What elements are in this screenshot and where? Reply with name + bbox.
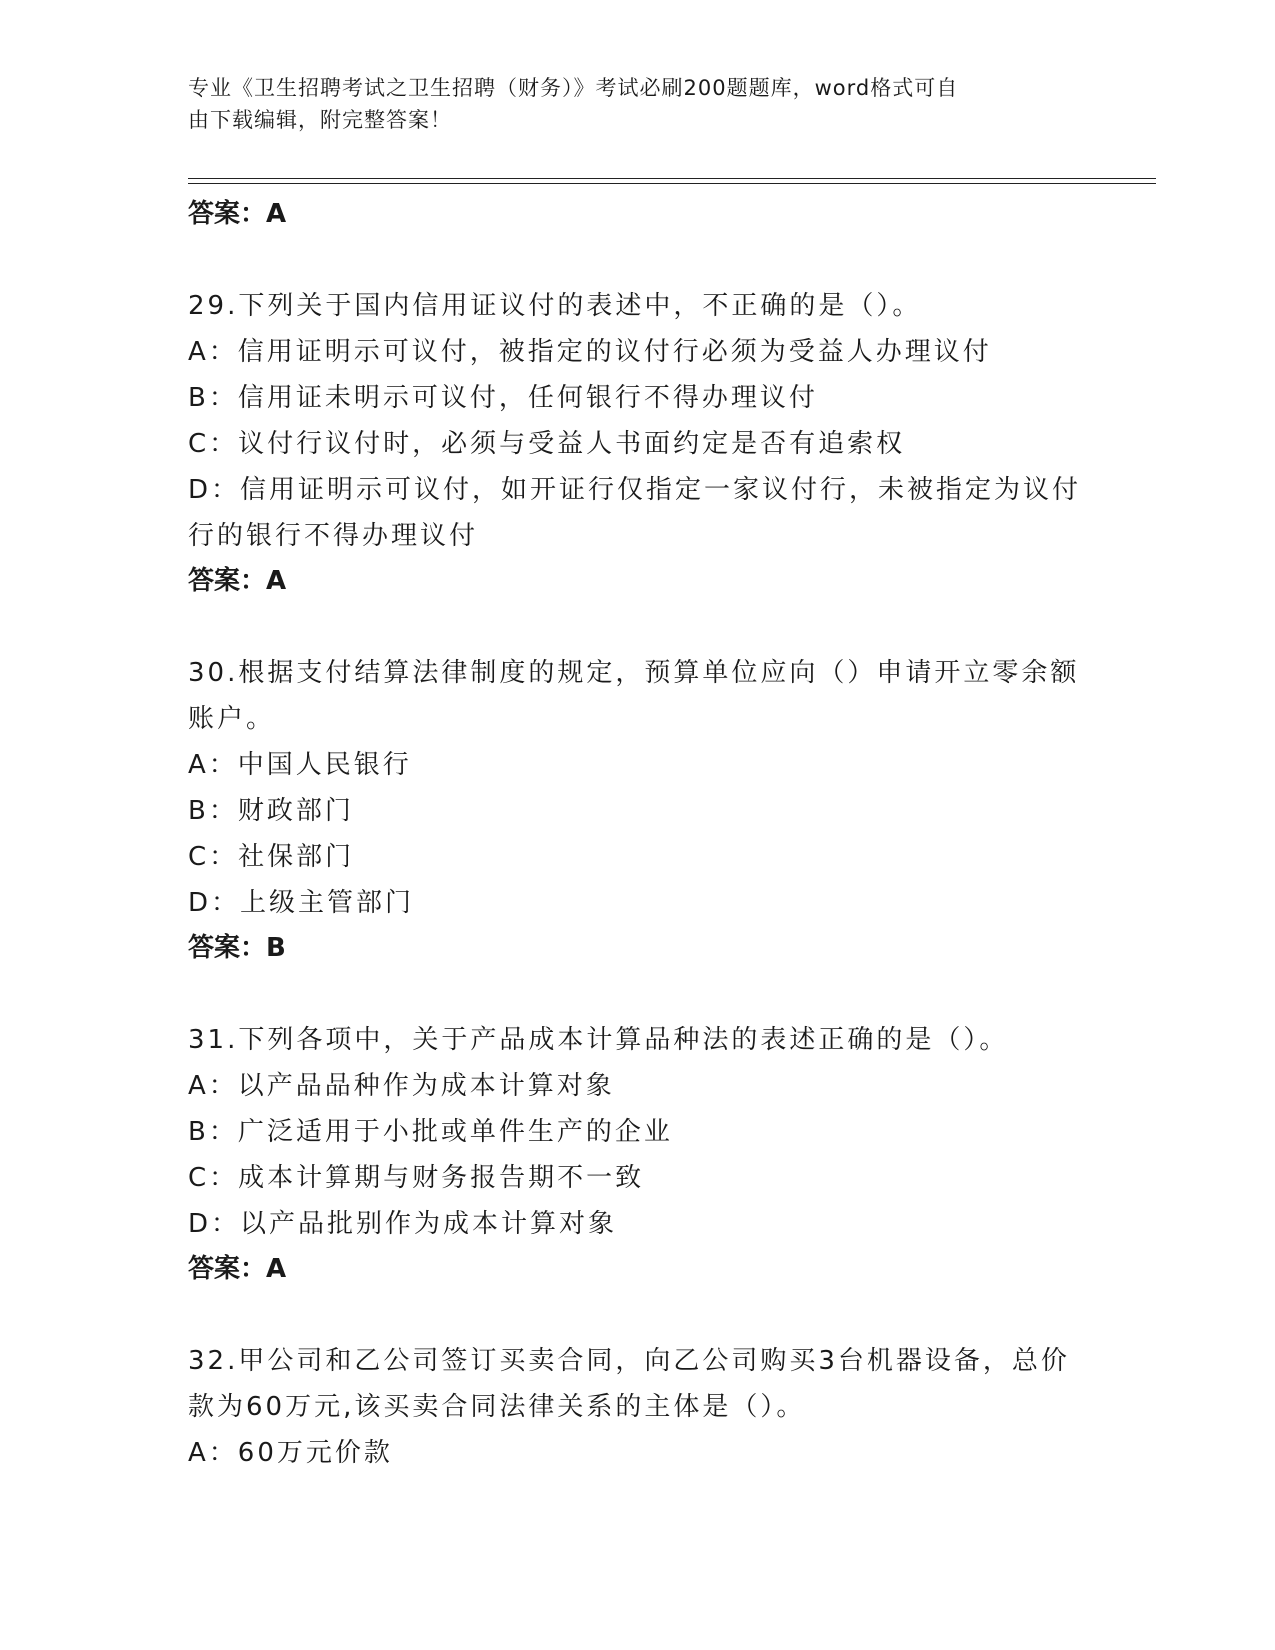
question-text: 29.下列关于国内信用证议付的表述中，不正确的是（）。	[188, 291, 922, 321]
question-text-continued: 款为60万元,该买卖合同法律关系的主体是（）。	[188, 1392, 806, 1422]
question-text: 32.甲公司和乙公司签订买卖合同，向乙公司购买3台机器设备，总价	[188, 1346, 1070, 1376]
option-c: C：成本计算期与财务报告期不一致	[188, 1163, 645, 1193]
option-d-continued: 行的银行不得办理议付	[188, 521, 479, 551]
answer-29: 答案：A	[188, 566, 287, 596]
header-divider-top	[188, 178, 1156, 179]
option-c: C：议付行议付时，必须与受益人书面约定是否有追索权	[188, 429, 906, 459]
option-d: D：信用证明示可议付，如开证行仅指定一家议付行，未被指定为议付	[188, 475, 1082, 505]
option-c: C：社保部门	[188, 842, 355, 872]
header-divider-bottom	[188, 183, 1156, 184]
answer-31: 答案：A	[188, 1254, 287, 1284]
option-a: A：以产品品种作为成本计算对象	[188, 1071, 615, 1101]
question-text-continued: 账户。	[188, 704, 276, 734]
answer-28: 答案：A	[188, 199, 287, 229]
question-30	[188, 650, 1088, 970]
option-d: D：上级主管部门	[188, 888, 415, 918]
header-line-2: 由下载编辑，附完整答案！	[188, 108, 452, 132]
question-31	[188, 1017, 1088, 1291]
option-b: B：信用证未明示可议付，任何银行不得办理议付	[188, 383, 818, 413]
question-list	[188, 192, 1088, 1476]
question-29	[188, 283, 1088, 603]
option-a: A：60万元价款	[188, 1438, 393, 1468]
question-32	[188, 1338, 1088, 1476]
option-d: D：以产品批别作为成本计算对象	[188, 1209, 618, 1239]
option-b: B：财政部门	[188, 796, 354, 826]
header-line-1: 专业《卫生招聘考试之卫生招聘（财务）》考试必刷200题题库，word格式可自	[188, 76, 959, 100]
question-text: 30.根据支付结算法律制度的规定，预算单位应向（）申请开立零余额	[188, 658, 1080, 688]
option-b: B：广泛适用于小批或单件生产的企业	[188, 1117, 673, 1147]
option-a: A：信用证明示可议付，被指定的议付行必须为受益人办理议付	[188, 337, 992, 367]
question-text: 31.下列各项中，关于产品成本计算品种法的表述正确的是（）。	[188, 1025, 1009, 1055]
document-header	[188, 72, 1078, 136]
option-a: A：中国人民银行	[188, 750, 412, 780]
answer-30: 答案：B	[188, 933, 286, 963]
